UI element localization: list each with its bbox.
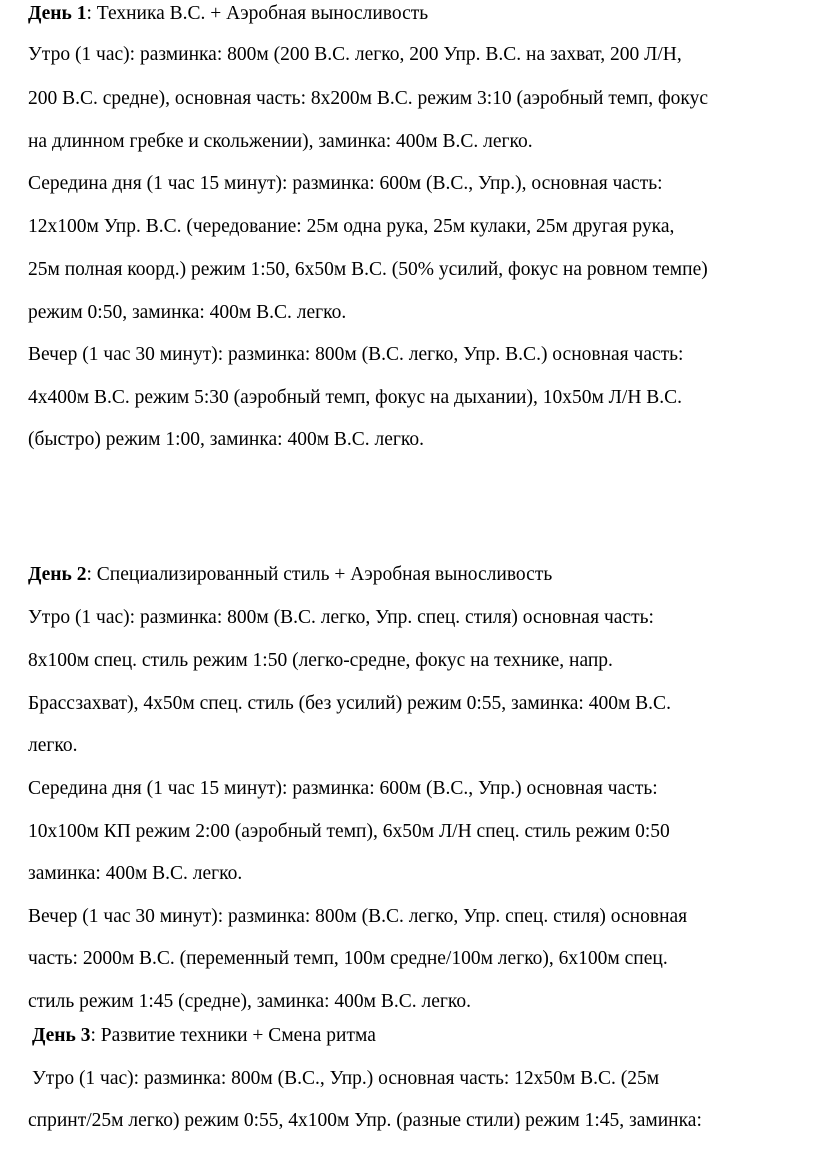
day3-heading (32, 1024, 376, 1048)
day3-line: спринт/25м легко) режим 0:55, 4х100м Упр. (разные стили) режим 1:45, заминка: (28, 1110, 702, 1131)
day1-line: 25м полная коорд.) режим 1:50, 6х50м В.С. (50% усилий, фокус на ровном темпе) (28, 259, 708, 280)
day1-line: 12х100м Упр. В.С. (чередование: 25м одна рука, 25м кулаки, 25м другая рука, (28, 216, 675, 237)
day3-heading-title: : Развитие техники + Смена ритма (90, 1025, 376, 1046)
day2-line: Брассзахват), 4х50м спец. стиль (без усилий) режим 0:55, заминка: 400м В.С. (28, 693, 671, 714)
day1-line: Утро (1 час): разминка: 800м (200 В.С. легко, 200 Упр. В.С. на захват, 200 Л/Н, (28, 44, 682, 65)
day1-heading-label: День 1 (28, 3, 87, 24)
day1-heading-title: : Техника В.С. + Аэробная выносливость (86, 3, 429, 24)
day1-line: 4х400м В.С. режим 5:30 (аэробный темп, фокус на дыхании), 10х50м Л/Н В.С. (28, 387, 683, 408)
day1-line: (быстро) режим 1:00, заминка: 400м В.С. легко. (28, 429, 425, 450)
day1-line: Середина дня (1 час 15 минут): разминка: 600м (В.С., Упр.), основная часть: (28, 173, 663, 194)
day2-line: Утро (1 час): разминка: 800м (В.С. легко, Упр. спец. стиля) основная часть: (28, 607, 654, 628)
day1-heading (28, 2, 428, 26)
day2-heading (28, 563, 552, 587)
day2-line: часть: 2000м В.С. (переменный темп, 100м средне/100м легко), 6х100м спец. (28, 948, 668, 969)
day2-heading-title: : Специализированный стиль + Аэробная выносливость (86, 564, 553, 585)
day2-heading-label: День 2 (28, 564, 87, 585)
day2-line: Вечер (1 час 30 минут): разминка: 800м (В.С. легко, Упр. спец. стиля) основная (28, 906, 688, 927)
day2-line: Середина дня (1 час 15 минут): разминка: 600м (В.С., Упр.) основная часть: (28, 778, 658, 799)
day3-heading-label: День 3 (32, 1025, 91, 1046)
day3-line: Утро (1 час): разминка: 800м (В.С., Упр.) основная часть: 12х50м В.С. (25м (32, 1068, 660, 1089)
day2-line: 10х100м КП режим 2:00 (аэробный темп), 6х50м Л/Н спец. стиль режим 0:50 (28, 821, 670, 842)
day1-line: Вечер (1 час 30 минут): разминка: 800м (В.С. легко, Упр. В.С.) основная часть: (28, 344, 684, 365)
day2-line: 8х100м спец. стиль режим 1:50 (легко-средне, фокус на технике, напр. (28, 650, 613, 671)
day1-line: на длинном гребке и скольжении), заминка: 400м В.С. легко. (28, 131, 533, 152)
day2-line: легко. (28, 735, 78, 756)
day2-line: заминка: 400м В.С. легко. (28, 863, 243, 884)
day1-line: режим 0:50, заминка: 400м В.С. легко. (28, 302, 347, 323)
day1-line: 200 В.С. средне), основная часть: 8х200м В.С. режим 3:10 (аэробный темп, фокус (28, 88, 709, 109)
day2-line: стиль режим 1:45 (средне), заминка: 400м В.С. легко. (28, 991, 472, 1012)
